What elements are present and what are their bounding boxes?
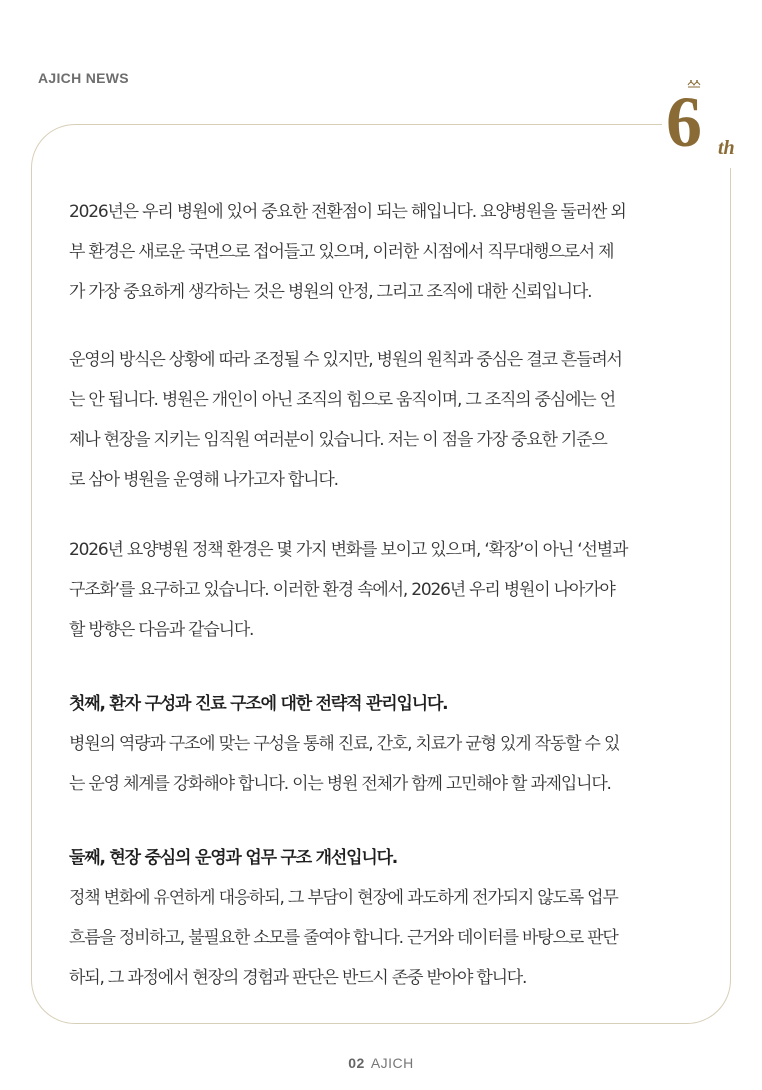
footer-label: AJICH <box>370 1055 414 1071</box>
paragraph-line: 정책 변화에 유연하게 대응하되, 그 부담이 현장에 과도하게 전가되지 않도록 업무 <box>69 888 618 908</box>
paragraph-line: 운영의 방식은 상황에 따라 조정될 수 있지만, 병원의 원칙과 중심은 결코 흔들려서 <box>69 350 622 370</box>
badge-number: 6 <box>666 82 702 162</box>
page-number: 02 <box>348 1055 365 1071</box>
paragraph-line: 하되, 그 과정에서 현장의 경험과 판단은 반드시 존중 받아야 합니다. <box>69 968 527 988</box>
header-brand: AJICH NEWS <box>38 70 129 86</box>
paragraph-line: 로 삼아 병원을 운영해 나가고자 합니다. <box>69 470 338 490</box>
section-heading: 첫째, 환자 구성과 진료 구조에 대한 전략적 관리입니다. <box>69 694 448 714</box>
paragraph-line: 2026년 요양병원 정책 환경은 몇 가지 변화를 보이고 있으며, ‘확장’이 아닌 ‘선별과 <box>69 540 628 560</box>
paragraph-line: 는 안 됩니다. 병원은 개인이 아닌 조직의 힘으로 움직이며, 그 조직의 중심에는 언 <box>69 390 615 410</box>
paragraph-line: 는 운영 체계를 강화해야 합니다. 이는 병원 전체가 함께 고민해야 할 과제입니다. <box>69 774 611 794</box>
paragraph-line: 흐름을 정비하고, 불필요한 소모를 줄여야 합니다. 근거와 데이터를 바탕으로 판단 <box>69 928 618 948</box>
section-heading: 둘째, 현장 중심의 운영과 업무 구조 개선입니다. <box>69 848 398 868</box>
paragraph-1 <box>69 192 697 312</box>
paragraph-line: 부 환경은 새로운 국면으로 접어들고 있으며, 이러한 시점에서 직무대행으로서 제 <box>69 242 614 262</box>
paragraph-line: 구조화’를 요구하고 있습니다. 이러한 환경 속에서, 2026년 우리 병원이 나아가야 <box>69 580 615 600</box>
paragraph-line: 제나 현장을 지키는 임직원 여러분이 있습니다. 저는 이 점을 가장 중요한 기준으 <box>69 430 607 450</box>
letter-content <box>69 192 697 1026</box>
page-footer <box>0 1055 762 1071</box>
badge-suffix: th <box>718 137 735 159</box>
paragraph-line: 가 가장 중요하게 생각하는 것은 병원의 안정, 그리고 조직에 대한 신뢰입니다. <box>69 282 592 302</box>
paragraph-line: 2026년은 우리 병원에 있어 중요한 전환점이 되는 해입니다. 요양병원을 둘러싼 외 <box>69 202 626 222</box>
issue-badge <box>662 78 752 168</box>
paragraph-3 <box>69 530 697 650</box>
paragraph-line: 할 방향은 다음과 같습니다. <box>69 620 254 640</box>
paragraph-5 <box>69 838 697 998</box>
paragraph-4 <box>69 684 697 804</box>
paragraph-line: 병원의 역량과 구조에 맞는 구성을 통해 진료, 간호, 치료가 균형 있게 작동할 수 있 <box>69 734 620 754</box>
crown-ornament-icon <box>662 78 752 168</box>
paragraph-2 <box>69 340 697 500</box>
